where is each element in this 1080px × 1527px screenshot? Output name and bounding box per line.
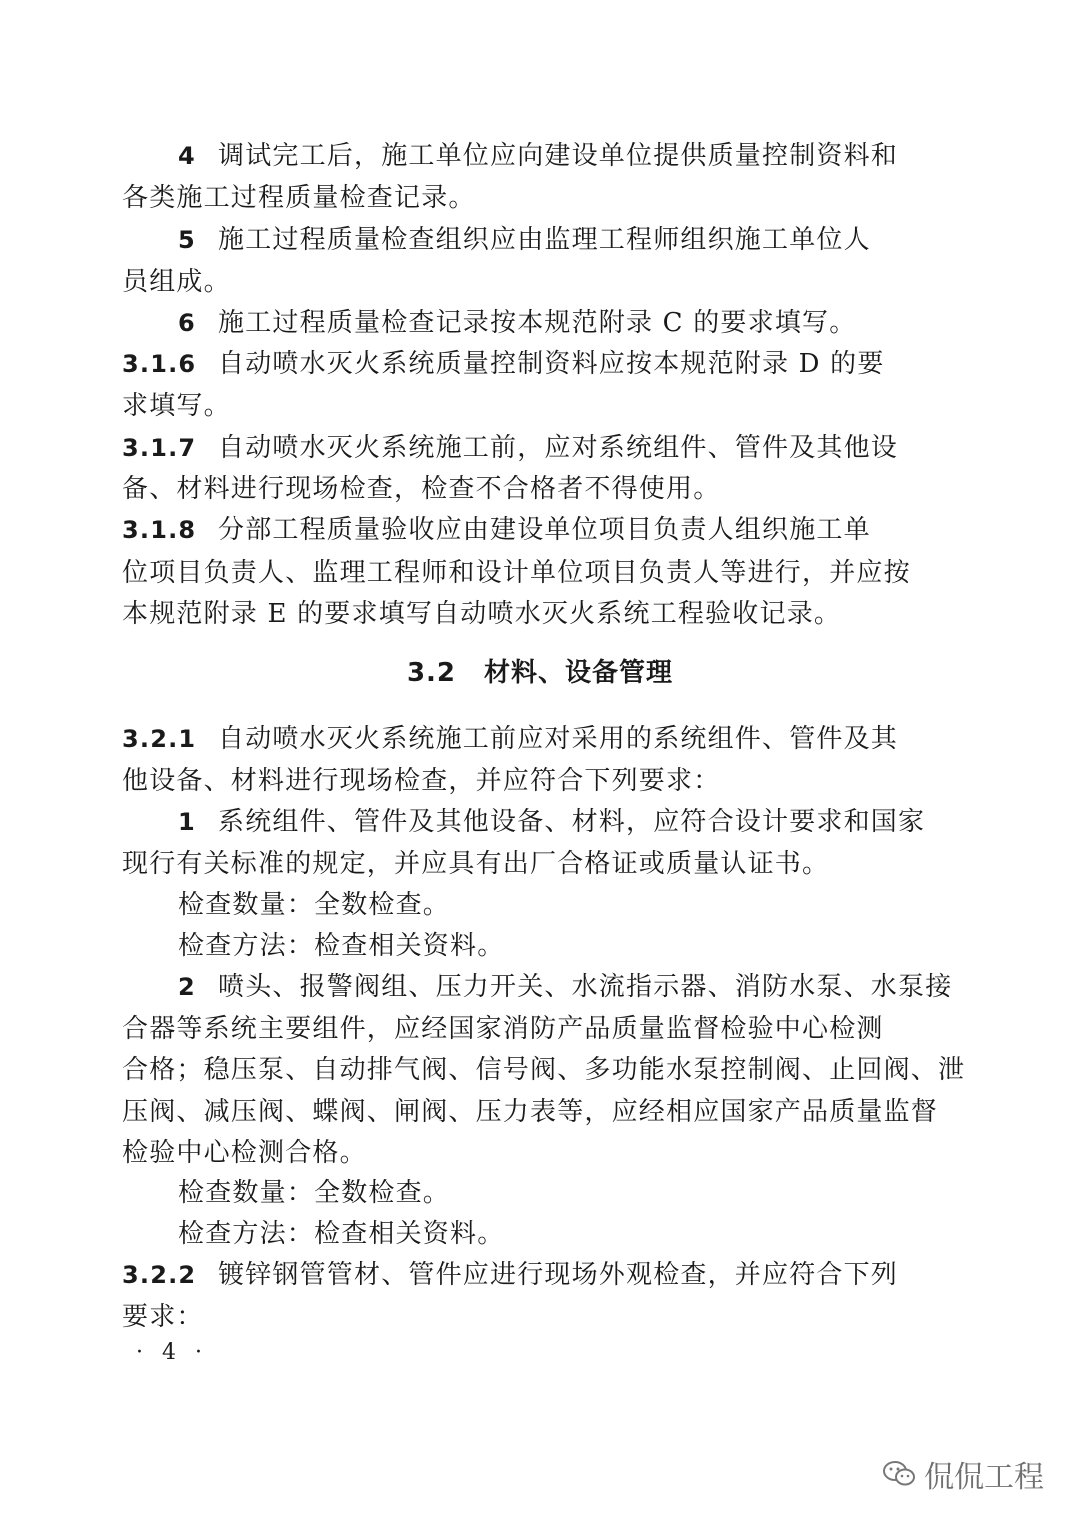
item-5-line-1: 5 施工过程质量检查组织应由监理工程师组织施工单位人 [178,225,871,255]
check-method-1: 检查方法：检查相关资料。 [178,931,505,961]
item-4-line-2: 各类施工过程质量检查记录。 [122,183,476,213]
check-quantity-1: 检查数量：全数检查。 [178,890,451,920]
page-number: · 4 · [136,1340,208,1365]
clause-3-2-2-line-1: 3.2.2 镀锌钢管管材、管件应进行现场外观检查，并应符合下列 [122,1260,899,1290]
check-method-2: 检查方法：检查相关资料。 [178,1219,505,1249]
chat-bubbles-icon [882,1460,916,1488]
item-1-line-2: 现行有关标准的规定，并应具有出厂合格证或质量认证书。 [122,849,830,879]
item-1-line-1: 1 系统组件、管件及其他设备、材料，应符合设计要求和国家 [178,807,926,837]
watermark-text: 侃侃工程 [924,1460,1044,1495]
clause-3-1-6-line-1: 3.1.6 自动喷水灭火系统质量控制资料应按本规范附录 D 的要 [122,349,885,379]
watermark [882,1452,1044,1496]
item-2-line-4: 压阀、减压阀、蝶阀、闸阀、压力表等，应经相应国家产品质量监督 [122,1097,939,1127]
clause-3-1-6-line-2: 求填写。 [122,391,231,421]
item-5-line-2: 员组成。 [122,267,231,297]
item-4-line-1: 4 调试完工后，施工单位应向建设单位提供质量控制资料和 [178,141,899,171]
clause-3-1-7-line-2: 备、材料进行现场检查，检查不合格者不得使用。 [122,474,721,504]
item-2-line-2: 合器等系统主要组件，应经国家消防产品质量监督检验中心检测 [122,1014,884,1044]
clause-3-1-8-line-1: 3.1.8 分部工程质量验收应由建设单位项目负责人组织施工单 [122,515,871,545]
check-quantity-2: 检查数量：全数检查。 [178,1178,451,1208]
clause-3-1-8-line-2: 位项目负责人、监理工程师和设计单位项目负责人等进行，并应按 [122,558,911,588]
section-heading: 3.2 材料、设备管理 [406,658,674,688]
clause-3-1-8-line-3: 本规范附录 E 的要求填写自动喷水灭火系统工程验收记录。 [122,599,842,629]
clause-3-2-1-line-1: 3.2.1 自动喷水灭火系统施工前应对采用的系统组件、管件及其 [122,724,899,754]
clause-3-1-7-line-1: 3.1.7 自动喷水灭火系统施工前，应对系统组件、管件及其他设 [122,433,899,463]
clause-3-2-1-line-2: 他设备、材料进行现场检查，并应符合下列要求： [122,766,721,796]
item-6-line-1: 6 施工过程质量检查记录按本规范附录 C 的要求填写。 [178,308,857,338]
item-2-line-5: 检验中心检测合格。 [122,1138,367,1168]
item-2-line-3: 合格；稳压泵、自动排气阀、信号阀、多功能水泵控制阀、止回阀、泄 [122,1055,966,1085]
item-2-line-1: 2 喷头、报警阀组、压力开关、水流指示器、消防水泵、水泵接 [178,972,953,1002]
clause-3-2-2-line-2: 要求： [122,1302,204,1332]
